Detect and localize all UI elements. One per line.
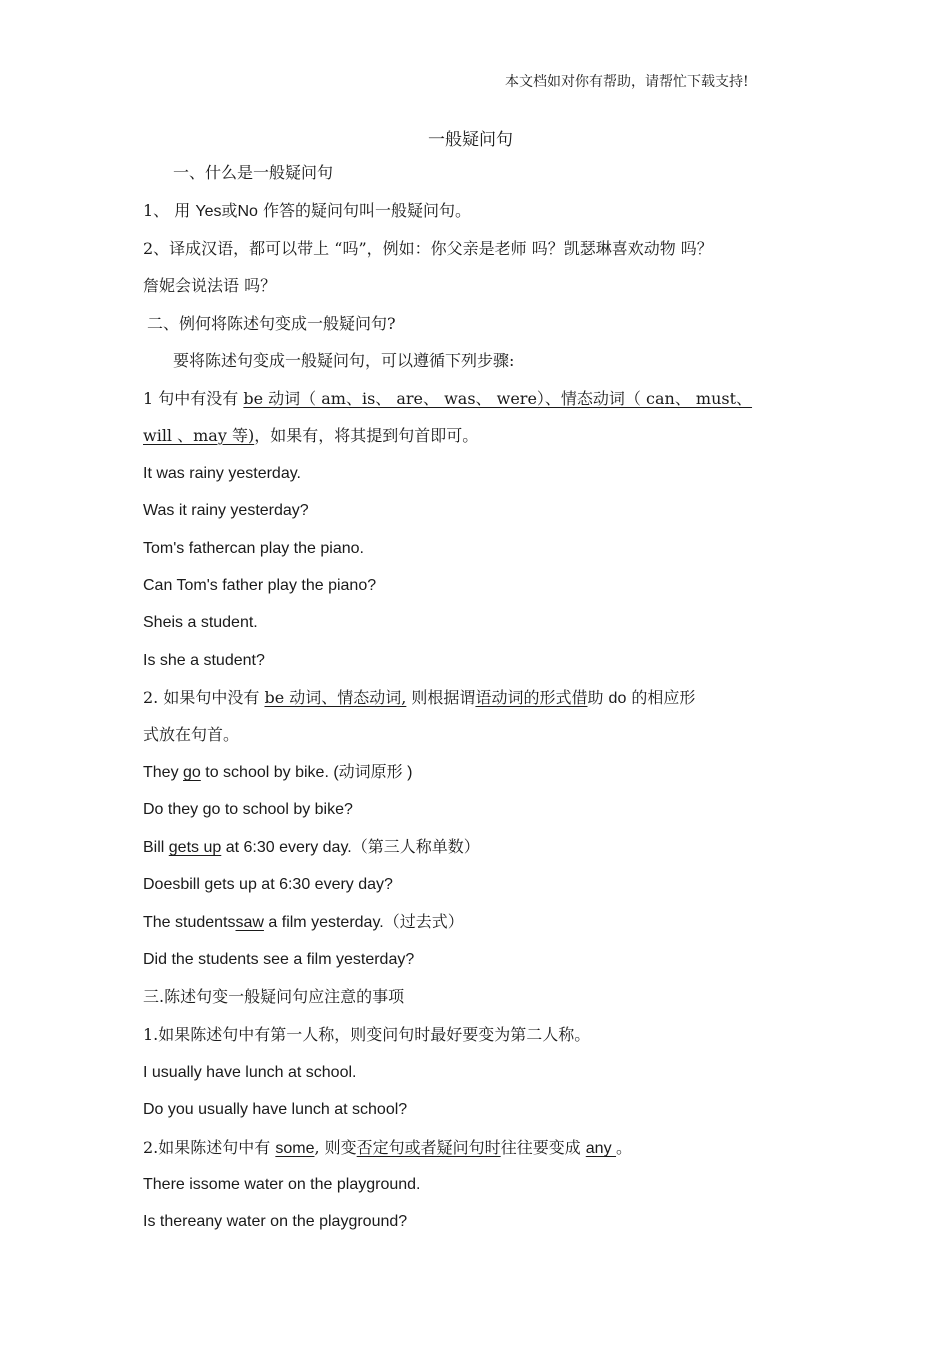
section-1-point-1: 1、 用 Yes或No 作答的疑问句叫一般疑问句。 — [143, 201, 472, 220]
section-3-rule-2: 2.如果陈述句中有 some, 则变否定句或者疑问句时往往要变成 any 。 — [143, 1138, 633, 1157]
section-3-heading: 三.陈述句变一般疑问句应注意的事项 — [143, 987, 405, 1006]
example-15: There issome water on the playground. — [143, 1176, 421, 1193]
example-16: Is thereany water on the playground? — [143, 1213, 408, 1230]
section-2-rule-1-line-1: 1 句中有没有 be 动词（ am、is、 are、 was、 were）、情态动词（ can、 must、 — [143, 389, 753, 408]
example-1: It was rainy yesterday. — [143, 465, 301, 482]
example-11: The studentssaw a film yesterday.（过去式） — [143, 914, 464, 931]
example-13: I usually have lunch at school. — [143, 1064, 357, 1081]
underlined-modals: will 、may 等) — [143, 426, 255, 445]
section-2-rule-1-line-2: will 、may 等)，如果有，将其提到句首即可。 — [143, 426, 479, 445]
example-2: Was it rainy yesterday? — [143, 502, 309, 519]
example-4: Can Tom's father play the piano? — [143, 577, 377, 594]
section-1-point-2-line-1: 2、译成汉语，都可以带上 “吗”，例如：你父亲是老师 吗？凯瑟琳喜欢动物 吗？ — [143, 239, 713, 258]
example-5: Sheis a student. — [143, 614, 258, 631]
section-2-rule-2-line-1: 2. 如果句中没有 be 动词、情态动词, 则根据谓语动词的形式借助 do 的相应形 — [143, 688, 696, 707]
header-note: 本文档如对你有帮助，请帮忙下载支持! — [505, 74, 749, 90]
section-2-intro: 要将陈述句变成一般疑问句，可以遵循下列步骤: — [173, 351, 515, 370]
example-14: Do you usually have lunch at school? — [143, 1101, 408, 1118]
section-1-heading: 一、什么是一般疑问句 — [173, 163, 334, 182]
section-1-point-2-line-2: 詹妮会说法语 吗？ — [143, 276, 277, 295]
example-10: Doesbill gets up at 6:30 every day? — [143, 876, 393, 893]
example-6: Is she a student? — [143, 652, 265, 669]
example-7: They go to school by bike. (动词原形 ) — [143, 764, 413, 781]
example-9: Bill gets up at 6:30 every day.（第三人称单数） — [143, 839, 480, 856]
section-2-heading: 二、例何将陈述句变成一般疑问句? — [147, 314, 396, 333]
example-12: Did the students see a film yesterday? — [143, 951, 415, 968]
section-2-rule-2-line-2: 式放在句首。 — [143, 725, 240, 744]
example-3: Tom's fathercan play the piano. — [143, 540, 364, 557]
underlined-verbs: be 动词（ am、is、 are、 was、 were）、情态动词（ can、 must、 — [243, 389, 753, 408]
example-8: Do they go to school by bike? — [143, 801, 353, 818]
section-3-rule-1: 1.如果陈述句中有第一人称，则变问句时最好要变为第二人称。 — [143, 1025, 591, 1044]
page-title: 一般疑问句 — [428, 130, 513, 150]
